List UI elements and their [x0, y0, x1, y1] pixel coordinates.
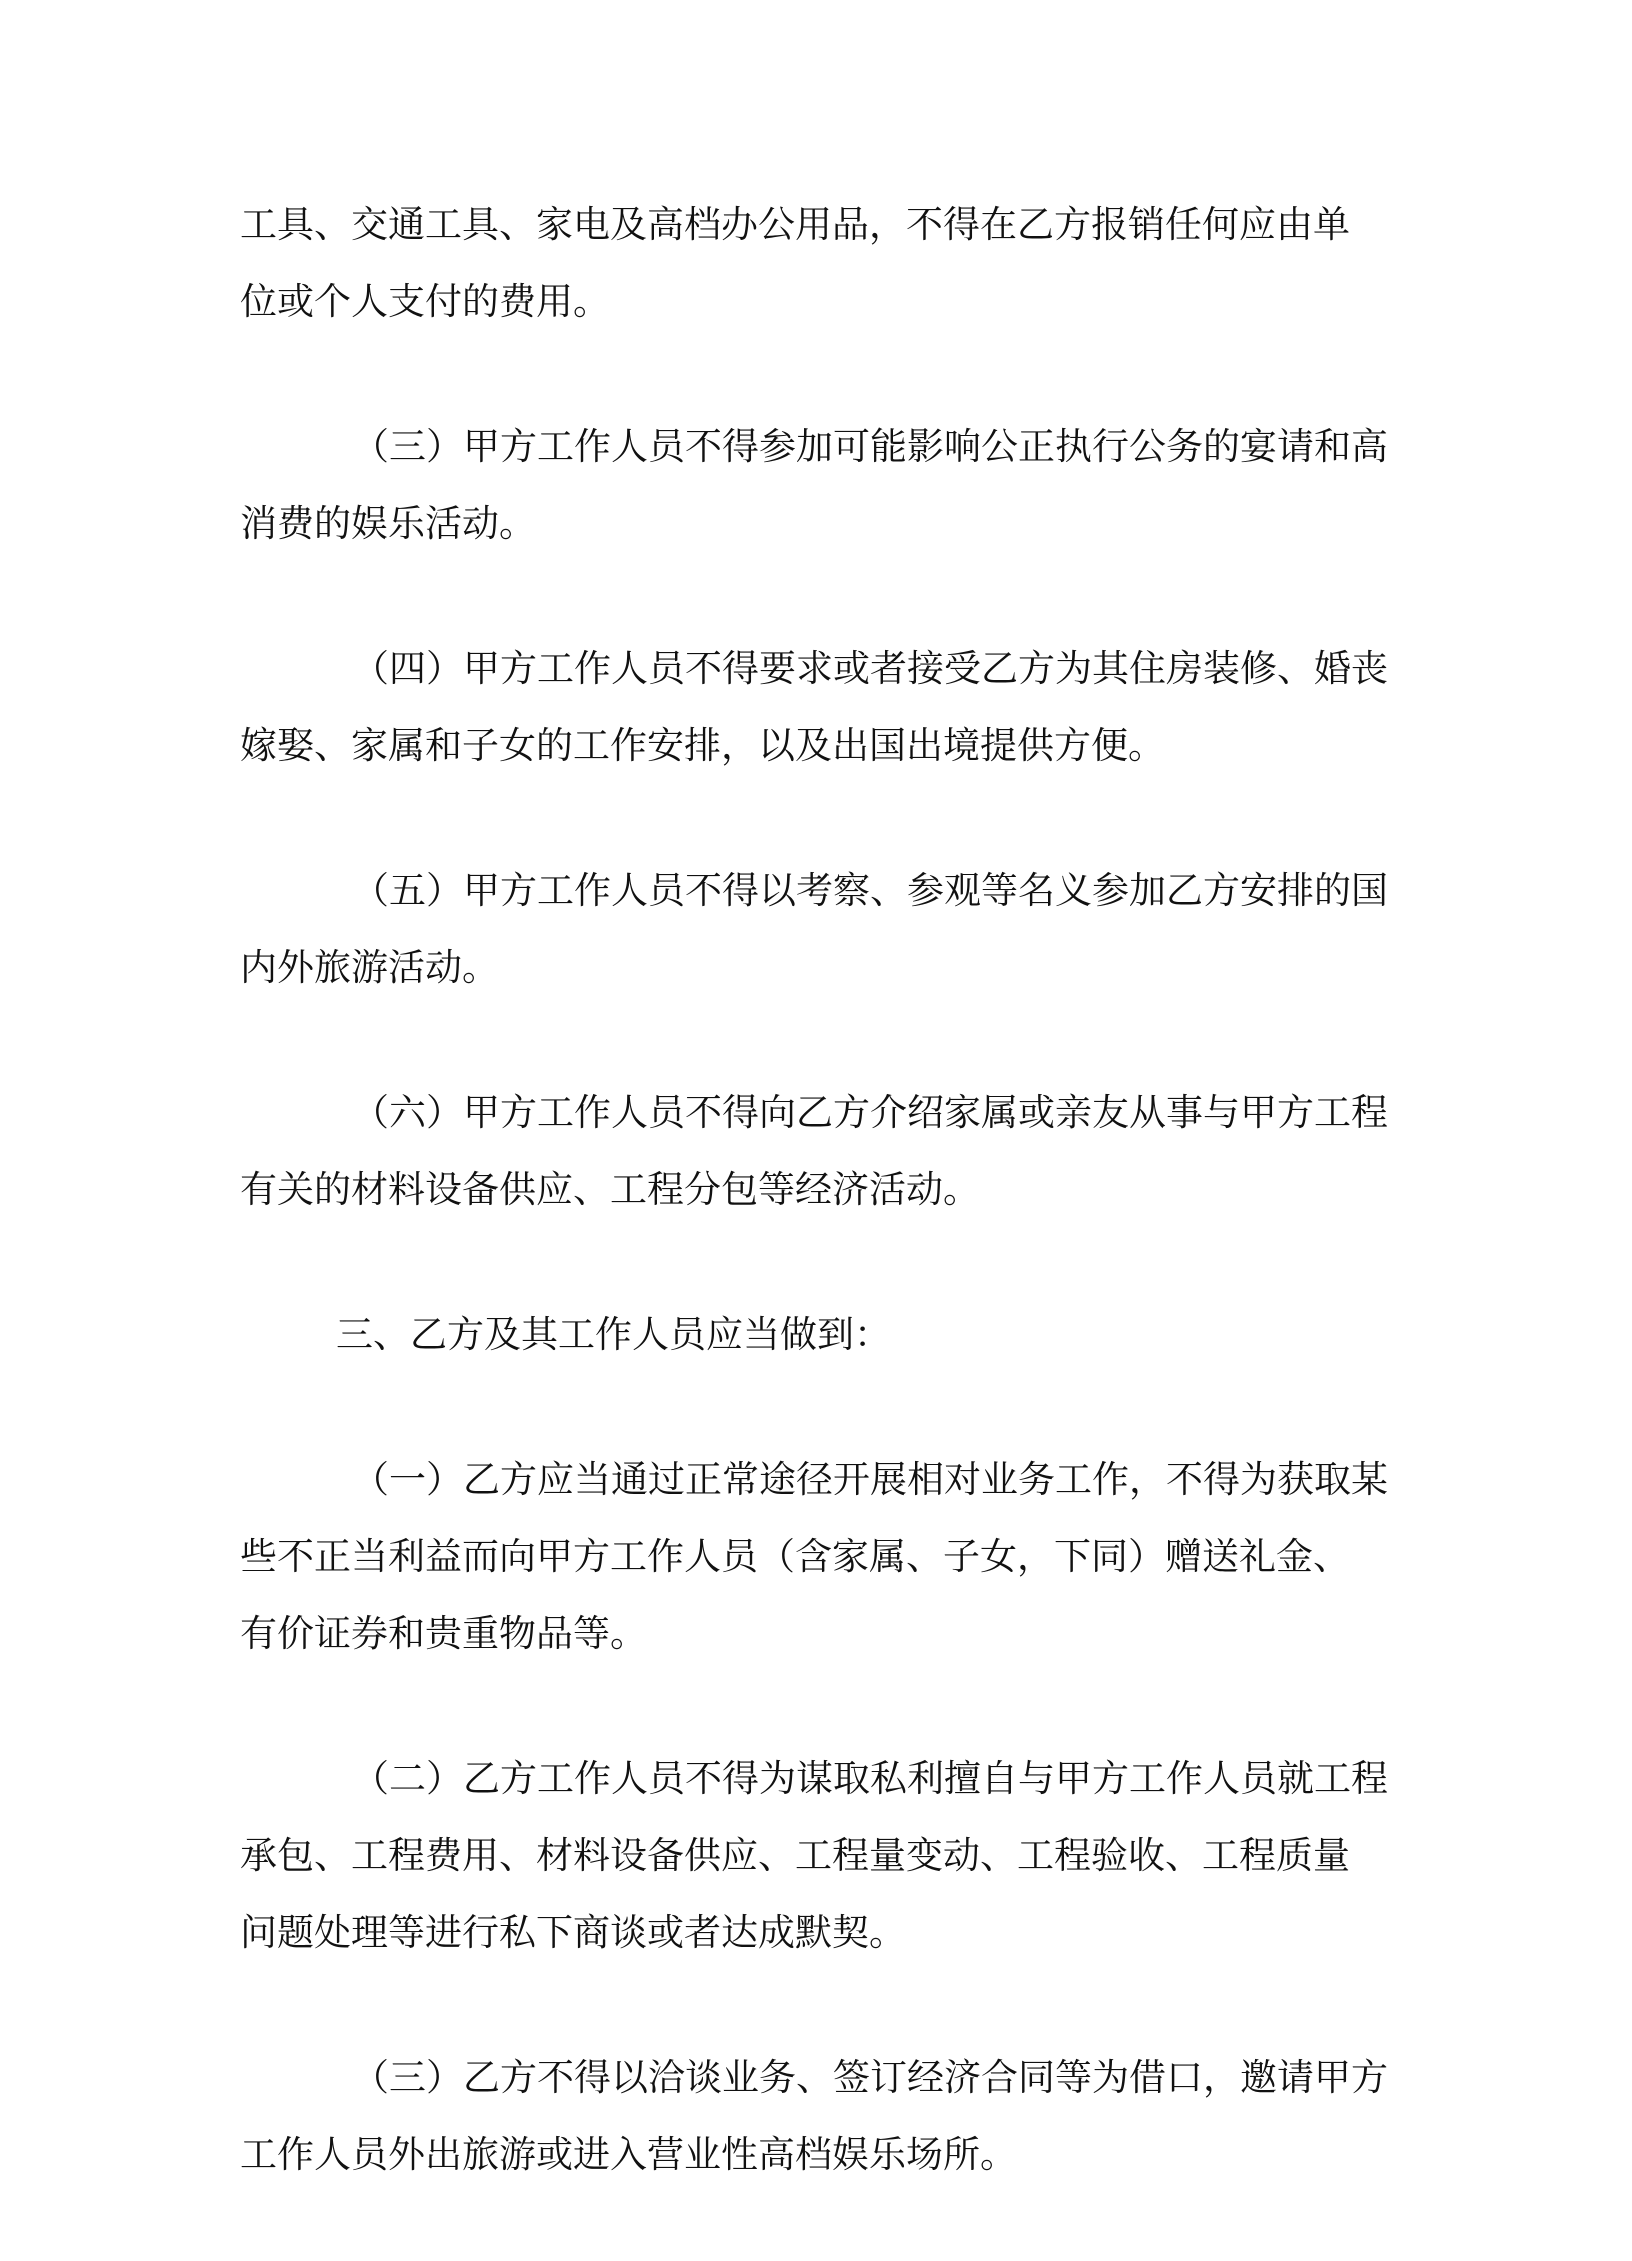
text-line: 有关的材料设备供应、工程分包等经济活动。 [240, 1168, 980, 1211]
section-heading-3 [240, 1296, 1400, 1373]
paragraph-item-3b [240, 2039, 1400, 2193]
paragraph-item-3 [240, 408, 1400, 562]
text-line: （五）甲方工作人员不得以考察、参观等名义参加乙方安排的国 [352, 869, 1388, 912]
section-heading-text: 三、乙方及其工作人员应当做到： [336, 1313, 891, 1356]
paragraph-item-6 [240, 1074, 1400, 1228]
text-line: 嫁娶、家属和子女的工作安排，以及出国出境提供方便。 [240, 724, 1165, 767]
paragraph-item-5 [240, 852, 1400, 1006]
paragraph-item-1 [240, 1441, 1400, 1672]
text-line: （六）甲方工作人员不得向乙方介绍家属或亲友从事与甲方工程 [352, 1091, 1388, 1134]
paragraph-item-4 [240, 630, 1400, 784]
text-line: 承包、工程费用、材料设备供应、工程量变动、工程验收、工程质量 [240, 1834, 1350, 1877]
text-line: 些不正当利益而向甲方工作人员（含家属、子女，下同）赠送礼金、 [240, 1535, 1350, 1578]
text-line: （一）乙方应当通过正常途径开展相对业务工作，不得为获取某 [352, 1458, 1388, 1501]
paragraph-item-2 [240, 1740, 1400, 1971]
text-line: 问题处理等进行私下商谈或者达成默契。 [240, 1911, 906, 1954]
text-line: 消费的娱乐活动。 [240, 502, 536, 545]
text-line: 内外旅游活动。 [240, 946, 499, 989]
text-line: 工具、交通工具、家电及高档办公用品，不得在乙方报销任何应由单 [240, 203, 1350, 246]
text-line: （二）乙方工作人员不得为谋取私利擅自与甲方工作人员就工程 [352, 1757, 1388, 1800]
document-body [240, 186, 1400, 2261]
text-line: （四）甲方工作人员不得要求或者接受乙方为其住房装修、婚丧 [352, 647, 1388, 690]
text-line: 有价证券和贵重物品等。 [240, 1612, 647, 1655]
text-line: （三）乙方不得以洽谈业务、签订经济合同等为借口，邀请甲方 [352, 2056, 1388, 2099]
text-line: 位或个人支付的费用。 [240, 280, 610, 323]
text-line: （三）甲方工作人员不得参加可能影响公正执行公务的宴请和高 [352, 425, 1388, 468]
text-line: 工作人员外出旅游或进入营业性高档娱乐场所。 [240, 2133, 1017, 2176]
paragraph-continuation [240, 186, 1400, 340]
